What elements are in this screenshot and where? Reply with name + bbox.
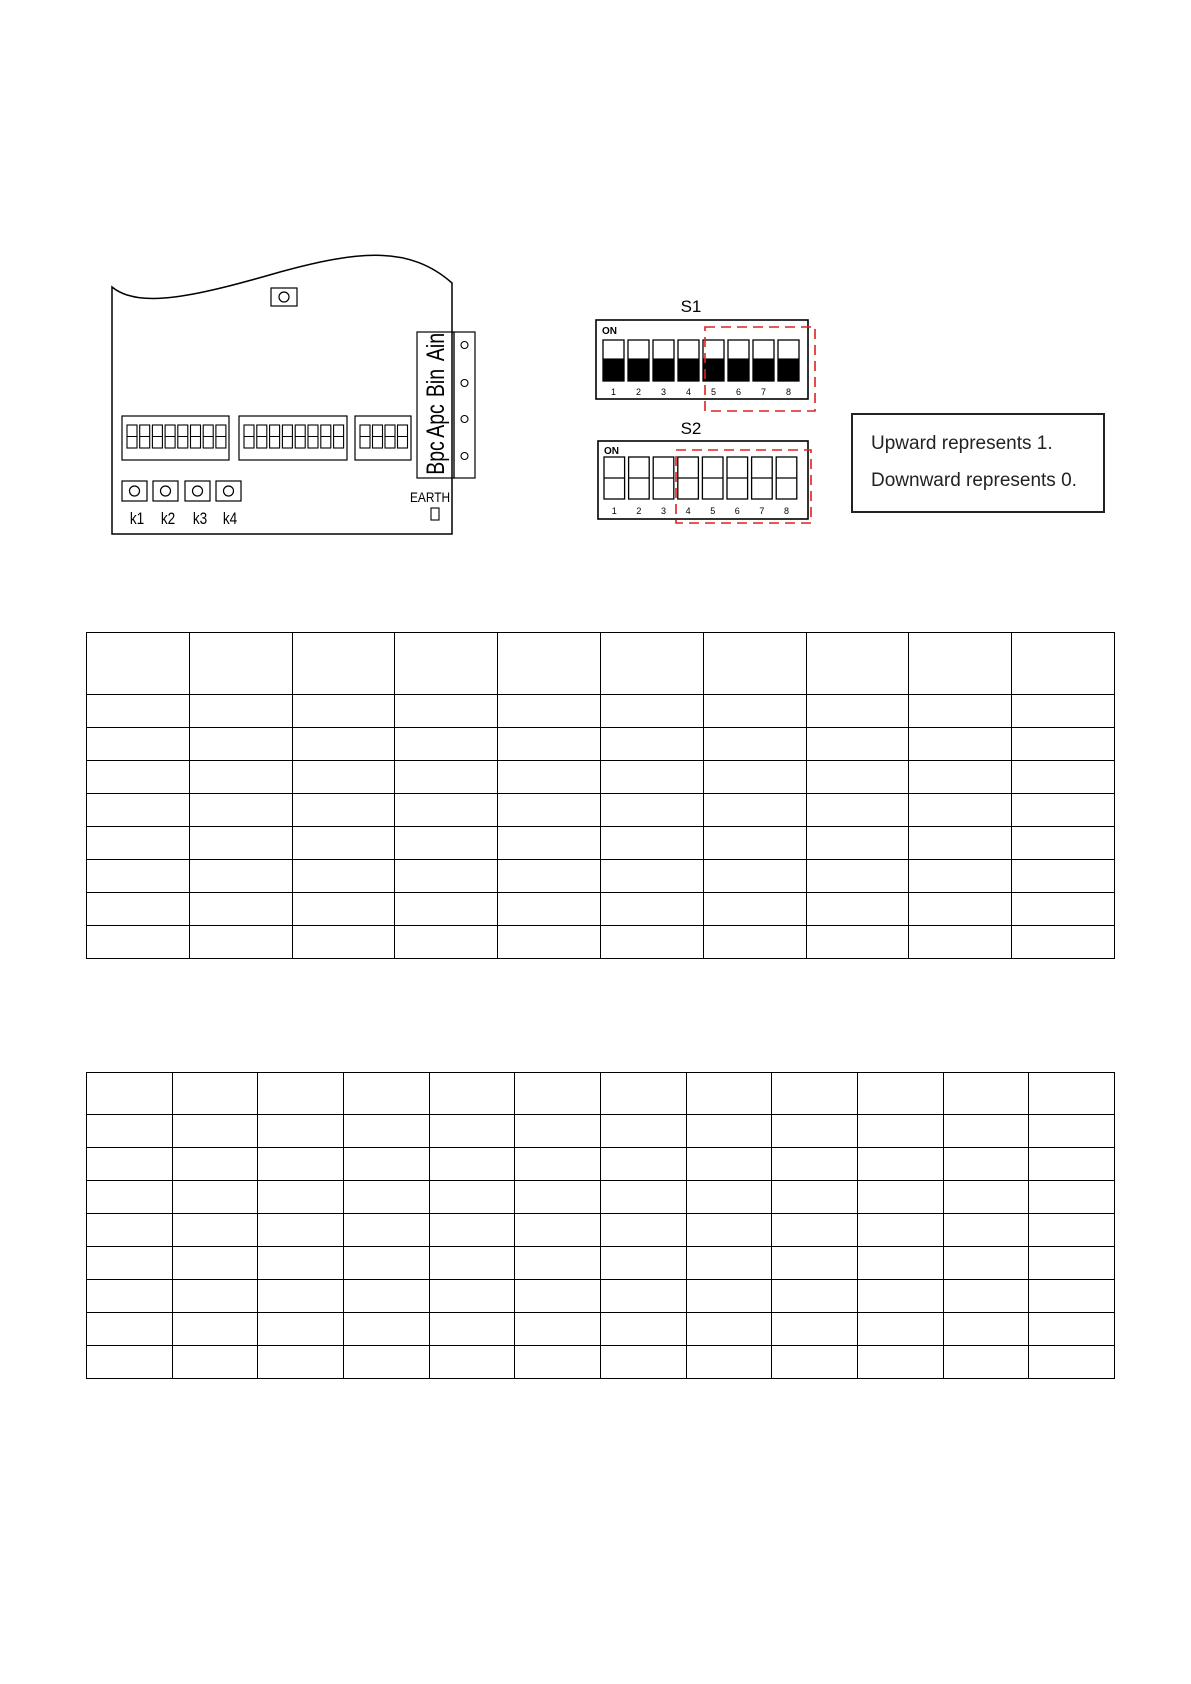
table-cell [189,893,292,926]
table-cell [686,1280,772,1313]
table-cell [943,1280,1029,1313]
table-row [87,633,1115,695]
table-cell [429,1181,515,1214]
table-row [87,794,1115,827]
table-row [87,926,1115,959]
table-cell [772,1148,858,1181]
button-label-k1: k1 [129,509,145,529]
table-cell [703,893,806,926]
table-cell [600,794,703,827]
table-cell [87,860,190,893]
table-cell [258,1073,344,1115]
table-row [87,1073,1115,1115]
table-cell [515,1148,601,1181]
switch-number-3: 3 [660,387,667,397]
table-row [87,1181,1115,1214]
table-cell [292,860,395,893]
table-cell [172,1181,258,1214]
table-cell [429,1148,515,1181]
table-cell [498,860,601,893]
table-cell [857,1073,943,1115]
table-cell [87,1148,173,1181]
switch-number-1: 1 [611,506,617,516]
table-cell [600,1280,686,1313]
switch-knob-down [728,358,749,381]
switch-knob-down [753,358,774,381]
table-cell [429,1214,515,1247]
table-cell [429,1280,515,1313]
table-cell [1012,761,1115,794]
table-cell [87,633,190,695]
switch-number-6: 6 [734,506,740,516]
connector-header-1 [122,416,229,460]
switch-number-7: 7 [760,387,767,397]
table-row [87,728,1115,761]
terminal-label-ain: Ain [421,332,450,362]
table-cell [600,761,703,794]
table-cell [686,1148,772,1181]
table-cell [909,794,1012,827]
table-cell [343,1247,429,1280]
table-cell [703,761,806,794]
table-row [87,827,1115,860]
table-cell [909,860,1012,893]
table-row [87,1346,1115,1379]
table-cell [343,1214,429,1247]
table-cell [498,893,601,926]
settings-table-2 [86,1072,1115,1379]
table-cell [515,1313,601,1346]
table-cell [189,633,292,695]
table-cell [343,1073,429,1115]
table-cell [772,1214,858,1247]
table-cell [703,728,806,761]
table-cell [943,1181,1029,1214]
table-cell [600,633,703,695]
table-cell [857,1313,943,1346]
table-cell [943,1346,1029,1379]
table-cell [686,1247,772,1280]
table-cell [498,827,601,860]
table-cell [857,1280,943,1313]
s2-highlight [676,450,811,523]
table-cell [87,1313,173,1346]
table-cell [806,827,909,860]
controller-board-diagram [100,250,490,545]
table-cell [343,1313,429,1346]
table-cell [258,1181,344,1214]
table-cell [87,893,190,926]
switch-number-4: 4 [685,387,692,397]
table-cell [703,695,806,728]
switch-knob-down [778,358,799,381]
table-cell [87,794,190,827]
table-row [87,1214,1115,1247]
table-cell [87,1181,173,1214]
table-cell [772,1115,858,1148]
table-cell [772,1181,858,1214]
terminal-label-bin: Bin [421,368,450,398]
table-cell [1029,1280,1115,1313]
table-row [87,860,1115,893]
table-cell [498,926,601,959]
table-cell [429,1073,515,1115]
table-cell [600,1313,686,1346]
table-cell [772,1346,858,1379]
terminal-label-apc: Apc [421,404,450,438]
table-cell [515,1214,601,1247]
table-row [87,1247,1115,1280]
switch-number-6: 6 [735,387,742,397]
table-cell [172,1214,258,1247]
table-cell [600,893,703,926]
table-cell [87,1214,173,1247]
table-cell [686,1313,772,1346]
switch-knob-down [703,358,724,381]
switch-number-3: 3 [660,506,667,516]
table-cell [1029,1115,1115,1148]
table-cell [172,1148,258,1181]
table-cell [1029,1313,1115,1346]
connector-header-3 [355,416,411,460]
table-cell [292,761,395,794]
table-cell [600,695,703,728]
table-cell [1029,1247,1115,1280]
terminal-label-bpc: Bpc [421,441,450,475]
table-cell [600,1214,686,1247]
s2-on-label: ON [604,446,619,457]
table-row [87,761,1115,794]
table-cell [806,893,909,926]
table-cell [343,1115,429,1148]
table-cell [429,1313,515,1346]
table-cell [395,794,498,827]
table-cell [943,1247,1029,1280]
table-cell [292,695,395,728]
table-cell [1029,1346,1115,1379]
dip-switch-s2 [590,414,820,529]
table-cell [943,1148,1029,1181]
table-cell [909,695,1012,728]
table-cell [258,1280,344,1313]
table-cell [857,1346,943,1379]
button-label-k4: k4 [222,509,238,529]
table-cell [498,728,601,761]
table-cell [943,1214,1029,1247]
table-cell [172,1073,258,1115]
switch-number-2: 2 [636,506,642,516]
table-cell [1029,1073,1115,1115]
table-cell [395,860,498,893]
table-cell [857,1115,943,1148]
table-cell [857,1214,943,1247]
table-cell [429,1247,515,1280]
table-cell [806,761,909,794]
table-cell [1012,893,1115,926]
table-cell [343,1280,429,1313]
earth-label: EARTH [410,489,451,506]
table-cell [258,1346,344,1379]
table-cell [515,1280,601,1313]
table-cell [429,1346,515,1379]
table-cell [686,1073,772,1115]
table-cell [515,1181,601,1214]
switch-knob-down [653,358,674,381]
table-cell [1029,1214,1115,1247]
table-cell [600,860,703,893]
table-cell [1012,794,1115,827]
switch-number-5: 5 [710,387,717,397]
table-cell [909,728,1012,761]
table-cell [343,1181,429,1214]
table-cell [87,695,190,728]
table-cell [703,926,806,959]
table-cell [600,1073,686,1115]
s1-on-label: ON [602,326,617,337]
table-cell [395,926,498,959]
table-cell [806,794,909,827]
table-cell [909,926,1012,959]
board-outline [112,255,452,534]
terminal-block [417,332,475,478]
table-cell [857,1148,943,1181]
table-cell [703,794,806,827]
table-cell [189,695,292,728]
table-cell [806,728,909,761]
table-cell [172,1115,258,1148]
table-cell [600,1247,686,1280]
table-cell [515,1115,601,1148]
table-cell [686,1181,772,1214]
legend-box [851,413,1105,513]
switch-knob-down [678,358,699,381]
table-cell [806,695,909,728]
table-cell [600,926,703,959]
table-cell [943,1313,1029,1346]
table-cell [87,926,190,959]
table-cell [87,1280,173,1313]
table-cell [686,1115,772,1148]
legend-upward-text: Upward represents 1. [871,433,1053,454]
switch-number-8: 8 [783,506,790,516]
table-cell [1029,1181,1115,1214]
switch-knob-down [628,358,649,381]
table-cell [806,633,909,695]
table-cell [172,1313,258,1346]
table-cell [172,1247,258,1280]
switch-knob-down [603,358,624,381]
switch-number-7: 7 [759,506,765,516]
table-cell [189,827,292,860]
table-cell [395,761,498,794]
table-cell [772,1313,858,1346]
table-cell [292,893,395,926]
switch-number-1: 1 [610,387,617,397]
table-cell [703,860,806,893]
table-cell [292,827,395,860]
table-cell [172,1346,258,1379]
table-cell [395,633,498,695]
table-cell [703,633,806,695]
table-cell [189,926,292,959]
table-cell [343,1148,429,1181]
table-row [87,1313,1115,1346]
switch-number-2: 2 [635,387,642,397]
table-cell [395,893,498,926]
table-cell [498,794,601,827]
table-cell [909,761,1012,794]
table-cell [1029,1148,1115,1181]
table-cell [1012,695,1115,728]
table-cell [600,827,703,860]
table-cell [703,827,806,860]
table-cell [395,827,498,860]
table-cell [395,695,498,728]
table-cell [600,728,703,761]
table-row [87,1280,1115,1313]
table-cell [258,1115,344,1148]
table-cell [600,1148,686,1181]
table-cell [857,1181,943,1214]
button-label-k3: k3 [192,509,208,529]
table-cell [515,1073,601,1115]
table-cell [943,1115,1029,1148]
button-label-k2: k2 [160,509,176,529]
table-cell [189,794,292,827]
table-row [87,1115,1115,1148]
s1-title: S1 [680,297,702,316]
table-cell [87,761,190,794]
table-cell [87,728,190,761]
table-cell [600,1346,686,1379]
table-cell [943,1073,1029,1115]
table-cell [258,1214,344,1247]
table-cell [686,1214,772,1247]
table-cell [292,926,395,959]
table-cell [258,1148,344,1181]
settings-table-1 [86,632,1115,959]
table-cell [1012,728,1115,761]
table-cell [909,633,1012,695]
table-cell [258,1313,344,1346]
table-cell [1012,926,1115,959]
table-cell [87,1346,173,1379]
table-cell [1012,827,1115,860]
s2-title: S2 [680,419,702,438]
table-cell [600,1115,686,1148]
table-row [87,1148,1115,1181]
table-cell [909,827,1012,860]
table-cell [87,1115,173,1148]
table-cell [429,1115,515,1148]
push-buttons [122,481,241,528]
table-cell [87,827,190,860]
table-cell [686,1346,772,1379]
table-cell [258,1247,344,1280]
switch-number-8: 8 [785,387,792,397]
connector-header-2 [239,416,347,460]
table-cell [909,893,1012,926]
table-cell [515,1346,601,1379]
table-cell [806,926,909,959]
earth-terminal [431,508,439,520]
table-cell [87,1073,173,1115]
top-component [271,288,297,306]
table-cell [189,728,292,761]
table-cell [172,1280,258,1313]
dip-switch-s1 [590,292,820,417]
table-cell [292,728,395,761]
legend-downward-text: Downward represents 0. [871,470,1077,491]
switch-number-4: 4 [685,506,691,516]
table-cell [189,761,292,794]
table-cell [498,695,601,728]
table-cell [87,1247,173,1280]
table-cell [343,1346,429,1379]
table-cell [395,728,498,761]
table-cell [600,1181,686,1214]
switch-number-5: 5 [710,506,716,516]
table-row [87,893,1115,926]
table-cell [498,761,601,794]
table-cell [857,1247,943,1280]
table-cell [515,1247,601,1280]
table-cell [1012,633,1115,695]
table-cell [292,794,395,827]
table-cell [772,1280,858,1313]
table-cell [772,1073,858,1115]
table-cell [292,633,395,695]
table-row [87,695,1115,728]
table-cell [806,860,909,893]
table-cell [189,860,292,893]
table-cell [772,1247,858,1280]
table-cell [498,633,601,695]
table-cell [1012,860,1115,893]
